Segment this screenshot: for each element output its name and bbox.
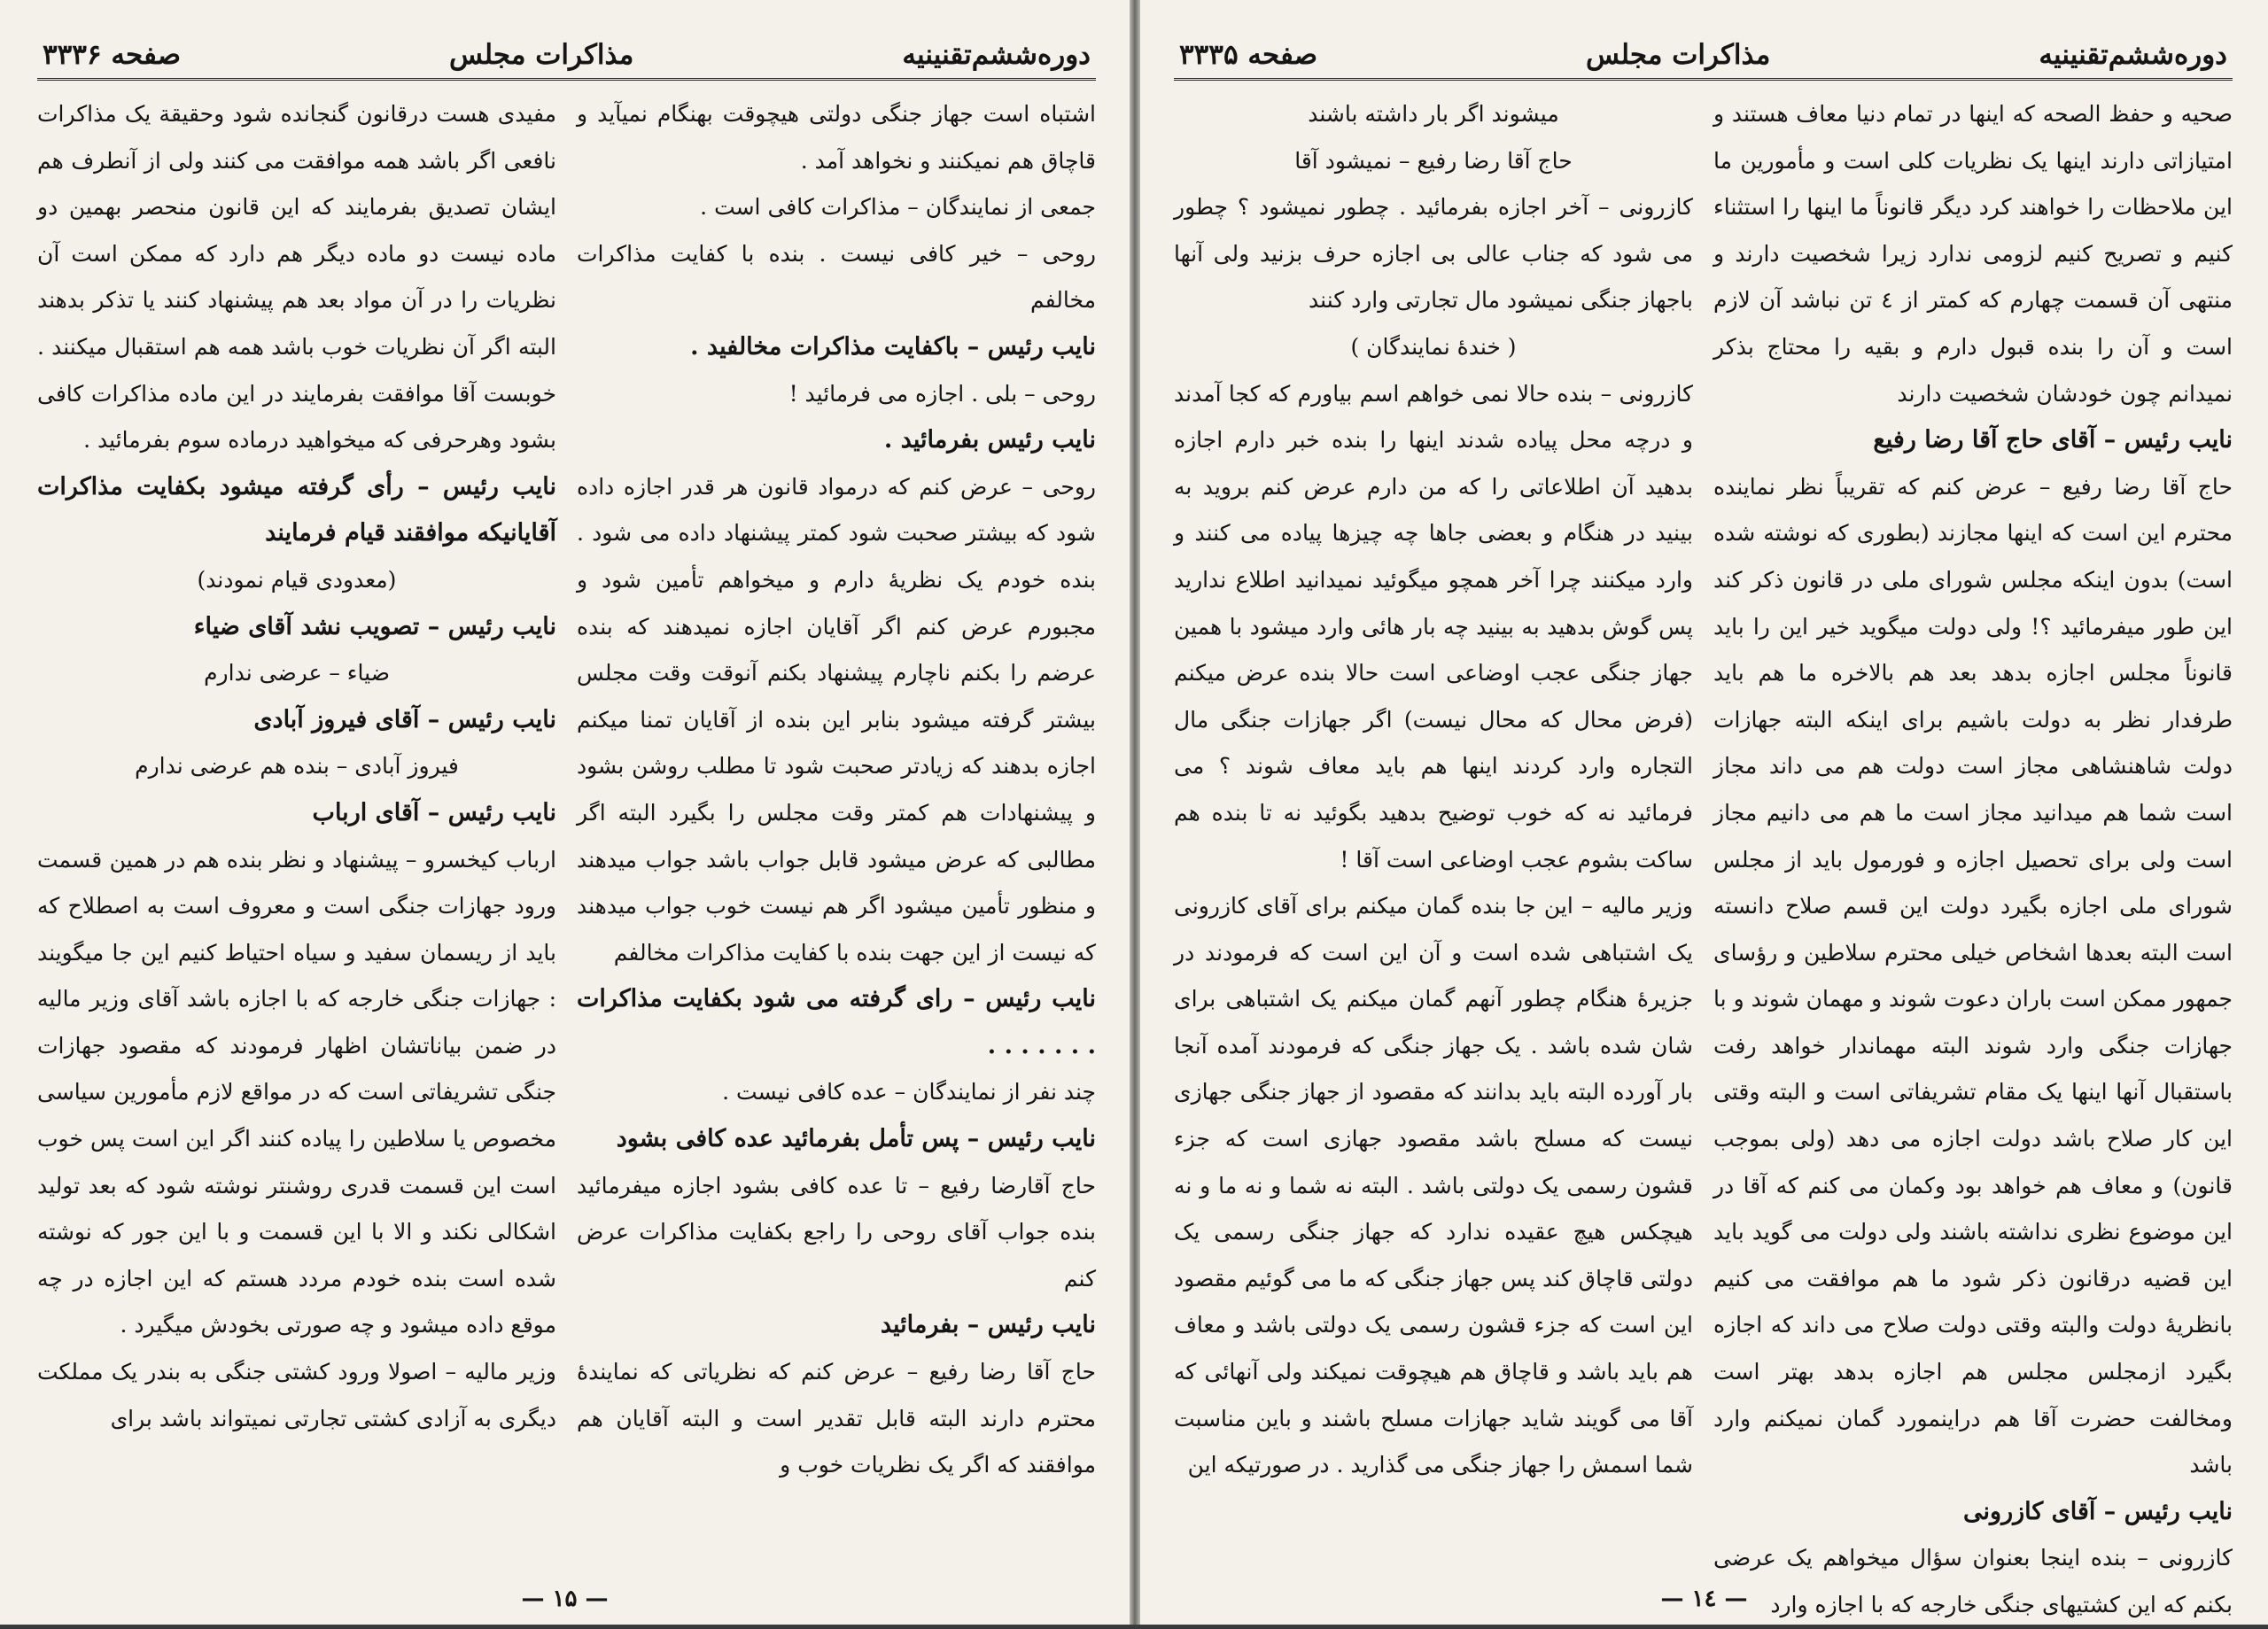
left-header-period: دوره‌ششم‌تقنینیه (902, 39, 1091, 71)
paragraph: کازرونی – آخر اجازه بفرمائید . چطور نمیشود ؟ چطور می شود که جناب عالی بی اجازه حرف بزنید ولی آنها باجهاز جنگی نمیشود مال تجارتی وارد کنند (1174, 194, 1693, 314)
paragraph: چند نفر از نمایندگان – عده کافی نیست . (722, 1079, 1096, 1105)
paragraph: حاج آقا رضا رفیع – عرض کنم که نظریاتی که نمایندهٔ محترم دارند البته قابل تقدیر است و البته آقایان هم موافقند که اگر یک نظریات خوب و (577, 1359, 1096, 1478)
centered-line: میشوند اگر بار داشته باشند (1308, 101, 1559, 127)
centered-line: ضیاء – عرضی ندارم (204, 660, 390, 687)
right-page-footer: — ۱٤ — (1660, 1586, 1748, 1612)
speaker-line: نایب رئیس بفرمائید . (883, 426, 1096, 454)
paragraph: جمعی از نمایندگان – مذاکرات کافی است . (700, 194, 1096, 221)
speaker-line: نایب رئیس – آقای کازرونی (1963, 1497, 2233, 1525)
paragraph: روحی – بلی . اجازه می فرمائید ! (788, 380, 1096, 407)
paragraph: اشتباه است جهاز جنگی دولتی هیچوقت بهنگام نمیآید و قاچاق هم نمیکنند و نخواهد آمد . (577, 101, 1096, 174)
left-page-right-column (577, 91, 1096, 1557)
centered-line: ( خندهٔ نمایندگان ) (1350, 333, 1517, 360)
right-header-page-number: صفحه ۳۳۳۵ (1179, 39, 1318, 71)
book-gutter (1130, 0, 1140, 1625)
left-header-page-number: صفحه ۳۳۳۶ (43, 39, 182, 71)
speaker-line: نایب رئیس – آقای ارباب (312, 798, 556, 826)
centered-line: فیروز آبادی – بنده هم عرضی ندارم (135, 753, 459, 780)
left-page-footer: — ۱۵ — (521, 1586, 609, 1612)
right-page-left-column (1174, 91, 1693, 1557)
centered-line: (معدودی قیام نمودند) (197, 566, 397, 593)
right-page (1140, 0, 2268, 1625)
paragraph: صحیه و حفظ الصحه که اینها در تمام دنیا معاف هستند و امتیازاتی دارند اینها یک نظریات کلی است و مأمورین ما این ملاحظات را خواهند کرد دیگر قانوناً ما اینها را استثناء کنیم و تصریح کنیم لزومی ندارد زیرا شخصیت دارند و منتهی آن قسمت چهارم که کمتر از ٤ تن نباشد آن لازم است و آن را بنده قبول دارم و بقیه را محتاج بذکر نمیدانم چون خودشان شخصیت دارند (1713, 101, 2233, 407)
paragraph: حاج آقا رضا رفیع – عرض کنم که تقریباً نظر نماینده محترم این است که اینها مجازند (بطوری که نوشته شده است) بدون اینکه مجلس شورای ملی در قانون ذکر کند این طور میفرمائید ؟! ولی دولت میگوید خیر این را باید قانوناً مجلس اجازه بدهد بعد هم بالاخره ما هم باید طرفدار نظر به دولت باشیم برای اینکه البته جهازات دولت شاهنشاهی مجاز است دولت هم می داند مجاز است شما هم میدانید مجاز است ما هم می دانیم مجاز است ولی برای تحصیل اجازه و فورمول باید از مجلس شورای ملی اجازه بگیرد دولت این قسم صلاح دانسته است البته بعدها اشخاص خیلی محترم سلاطین و رؤسای جمهور ممکن است باران دعوت شوند و مهمان شوند و با جهازات جنگی وارد شوند البته مهماندار خواهد رفت باستقبال آنها اینها یک مقام تشریفاتی است و البته وقتی این کار صلاح باشد دولت اجازه می دهد (ولی بموجب قانون) و معاف هم خواهد بود وکمان می کنم که آقا در این موضوع نظری نداشته باشند ولی دولت می گوید باید این قضیه درقانون ذکر شود ما هم موافقت می کنیم بانظریهٔ دولت والبته وقتی دولت صلاح می داند که اجازه بگیرد ازمجلس مجلس هم اجازه بدهد بهتر است ومخالفت حضرت آقا هم دراینمورد گمان نمیکنم وارد باشد (1713, 473, 2233, 1478)
speaker-line: نایب رئیس – پس تأمل بفرمائید عده کافی بشود (616, 1125, 1096, 1153)
speaker-line: نایب رئیس – رای گرفته می شود بکفایت مذاکرات . . . . . . . (577, 985, 1096, 1059)
left-header-title: مذاکرات مجلس (449, 39, 634, 71)
paragraph: وزیر مالیه – این جا بنده گمان میکنم برای آقای کازرونی یک اشتباهی شده است و آن این است که فرمودند در جزیرهٔ هنگام چطور آنهم گمان میکنم یک اشتباهی برای شان شده باشد . یک جهاز جنگی که فرمودند آمده آنجا بار آورده البته باید بدانند که مقصود از جهاز جنگی جهازی نیست که مسلح باشد مقصود جهازی است که جزء قشون رسمی یک دولتی باشد . البته نه شما و نه ما و نه هیچکس هیچ عقیده ندارد که جهاز جنگی رسمی یک دولتی قاچاق کند پس جهاز جنگی که ما می گوئیم مقصود این است که جزء قشون رسمی یک دولتی باشد و معاف هم باید باشد و قاچاق هم هیچوقت نمیکند ولی آنهائی که آقا می گویند شاید جهازات مسلح باشند و باین مناسبت شما اسمش را جهاز جنگی می گذارید . در صورتیکه این (1174, 893, 1693, 1478)
paragraph: ارباب کیخسرو – پیشنهاد و نظر بنده هم در همین قسمت ورود جهازات جنگی است و معروف است به اصطلاح که باید از ریسمان سفید و سیاه احتیاط کنیم این جا میگویند : جهازات جنگی خارجه که با اجازه باشد آقای وزیر مالیه در ضمن بیاناتشان اظهار فرمودند که مقصود جهازات جنگی تشریفاتی است که در مواقع لازم مأمورین سیاسی مخصوص یا سلاطین را پیاده کنند اگر این است پس خوب است این قسمت قدری روشنتر نوشته شود که بعد تولید اشکالی نکند و الا با این قسمت و با این جور که نوشته شده است بنده خودم مردد هستم که این اجازه در چه موقع داده میشود و چه صورتی بخودش میگیرد . (37, 846, 556, 1338)
speaker-line: نایب رئیس – باکفایت مذاکرات مخالفید . (690, 332, 1096, 361)
paragraph: مفیدی هست درقانون گنجانده شود وحقیقة یک مذاکرات نافعی اگر باشد همه موافقت می کنند ولی از آنطرف هم ایشان تصدیق بفرمایند که این قانون منحصر بهمین دو ماده نیست دو ماده دیگر هم دارد که ممکن است آن نظریات را در آن مواد بعد هم پیشنهاد کنند یا تذکر بدهند البته اگر آن نظریات خوب باشد همه هم استقبال میکنند . خوبست آقا موافقت بفرمایند در این ماده مذاکرات کافی بشود وهرحرفی که میخواهید درماده سوم بفرمائید . (37, 101, 556, 454)
speaker-line: نایب رئیس – بفرمائید (880, 1311, 1096, 1339)
speaker-line: نایب رئیس – تصویب نشد آقای ضیاء (193, 612, 556, 640)
paragraph: کازرونی – بنده اینجا بعنوان سؤال میخواهم یک عرضی بکنم که این کشتیهای جنگی خارجه که با اجازه وارد (1713, 1545, 2233, 1617)
paragraph: حاج آقارضا رفیع – تا عده کافی بشود اجازه میفرمائید بنده جواب آقای روحی را راجع بکفایت مذاکرات عرض کنم (577, 1172, 1096, 1292)
right-header-title: مذاکرات مجلس (1586, 39, 1771, 71)
right-page-header (1174, 35, 2233, 81)
paragraph: کازرونی – بنده حالا نمی خواهم اسم بیاورم که کجا آمدند و درچه محل پیاده شدند اینها را بنده خبر دارم اجازه بدهید آن اطلاعاتی را که من دارم عرض کنم بروید به بینید در هنگام و بعضی جاها چه چیزها پیاده می کنند و وارد میکنند چرا آخر همچو میگوئید نمیدانید اطلاع ندارید پس گوش بدهید به بینید چه بار هائی وارد میشود با همین جهاز جنگی عجب اوضاعی است حالا بنده عرض میکنم (فرض محال که محال نیست) اگر جهازات جنگی مال التجاره وارد کردند اینها هم باید معاف شوند ؟ می فرمائید نه که خوب توضیح بدهید بگوئید نه تا بنده هم ساکت بشوم عجب اوضاعی است آقا ! (1174, 380, 1693, 873)
speaker-line: نایب رئیس – آقای فیروز آبادی (253, 705, 556, 733)
right-header-period: دوره‌ششم‌تقنینیه (2039, 39, 2227, 71)
left-page-header (37, 35, 1096, 81)
right-page-right-column (1713, 91, 2233, 1617)
speaker-line: نایب رئیس – رأی گرفته میشود بکفایت مذاکرات آقایانیکه موافقند قیام فرمایند (37, 472, 556, 547)
left-page-left-column (37, 91, 556, 1557)
paragraph: روحی – عرض کنم که درمواد قانون هر قدر اجازه داده شود که بیشتر صحبت شود کمتر پیشنهاد داده می شود . بنده خودم یک نظریهٔ دارم و میخواهم تأمین شود و مجبورم عرض کنم اگر آقایان اجازه نمیدهند که بنده عرضم را بکنم ناچارم پیشنهاد بکنم آنوقت وقت مجلس بیشتر گرفته میشود بنابر این بنده از آقایان تمنا میکنم اجازه بدهند که زیادتر صحبت شود تا مطلب روشن بشود و پیشنهادات هم کمتر وقت مجلس را بگیرد البته اگر مطالبی که عرض میشود قابل جواب باشد جواب میدهند و منظور تأمین میشود اگر هم نیست خوب جواب میدهند که نیست از این جهت بنده با کفایت مذاکرات مخالفم (577, 473, 1096, 966)
centered-line: حاج آقا رضا رفیع – نمیشود آقا (1294, 147, 1573, 174)
left-page (0, 0, 1130, 1625)
speaker-line: نایب رئیس – آقای حاج آقا رضا رفیع (1873, 426, 2233, 454)
paragraph: وزیر مالیه – اصولا ورود کشتی جنگی به بندر یک مملکت دیگری به آزادی کشتی تجارتی نمیتواند باشد برای (37, 1359, 556, 1431)
paragraph: روحی – خیر کافی نیست . بنده با کفایت مذاکرات مخالفم (577, 240, 1096, 314)
